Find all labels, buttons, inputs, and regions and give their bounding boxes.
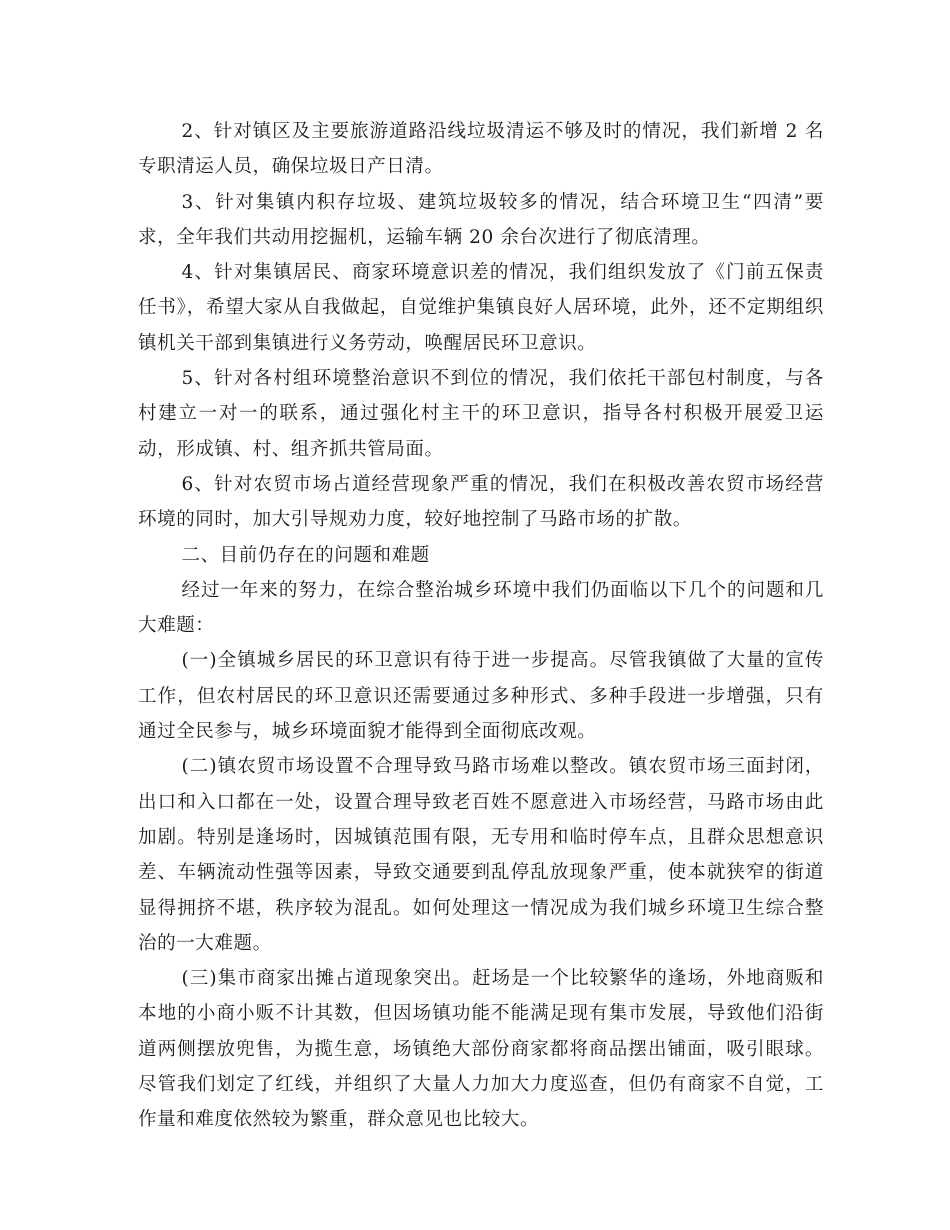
paragraph-item-3: 3、针对集镇内积存垃圾、建筑垃圾较多的情况，结合环境卫生“四清”要求，全年我们共动用挖掘机，运输车辆 20 余台次进行了彻底清理。 <box>138 191 824 248</box>
paragraph-problem-2: (二)镇农贸市场设置不合理导致马路市场难以整改。镇农贸市场三面封闭，出口和入口都在一处，设置合理导致老百姓不愿意进入市场经营，马路市场由此加剧。特别是逢场时，因城镇范围有限，无专用和临时停车点，且群众思想意识差、车辆流动性强等因素，导致交通要到乱停乱放现象严重，使本就狭窄的街道显得拥挤不堪，秩序较为混乱。如何处理这一情况成为我们城乡环境卫生综合整治的一大难题。 <box>138 756 824 954</box>
section-heading-problems: 二、目前仍存在的问题和难题 <box>181 544 430 566</box>
paragraph-intro: 经过一年来的努力，在综合整治城乡环境中我们仍面临以下几个的问题和几大难题： <box>138 579 824 637</box>
paragraph-problem-3: (三)集市商家出摊占道现象突出。赶场是一个比较繁华的逢场，外地商贩和本地的小商小贩不计其数，但因场镇功能不能满足现有集市发展，导致他们沿街道两侧摆放兜售，为揽生意，场镇绝大部份商家都将商品摆出铺面，吸引眼球。尽管我们划定了红线，并组织了大量人力加大力度巡查，但仍有商家不自觉，工作量和难度依然较为繁重，群众意见也比较大。 <box>138 968 824 1131</box>
document-body <box>138 114 824 1138</box>
paragraph-item-2: 2、针对镇区及主要旅游道路沿线垃圾清运不够及时的情况，我们新增 2 名专职清运人员，确保垃圾日产日清。 <box>138 121 824 178</box>
paragraph-item-4: 4、针对集镇居民、商家环境意识差的情况，我们组织发放了《门前五保责任书》，希望大家从自我做起，自觉维护集镇良好人居环境，此外，还不定期组织镇机关干部到集镇进行义务劳动，唤醒居民环卫意识。 <box>138 262 824 354</box>
paragraph-problem-1: (一)全镇城乡居民的环卫意识有待于进一步提高。尽管我镇做了大量的宣传工作，但农村居民的环卫意识还需要通过多种形式、多种手段进一步增强，只有通过全民参与，城乡环境面貌才能得到全面彻底改观。 <box>138 650 824 743</box>
paragraph-item-6: 6、针对农贸市场占道经营现象严重的情况，我们在积极改善农贸市场经营环境的同时，加大引导规劝力度，较好地控制了马路市场的扩散。 <box>138 473 824 531</box>
paragraph-item-5: 5、针对各村组环境整治意识不到位的情况，我们依托干部包村制度，与各村建立一对一的联系，通过强化村主干的环卫意识，指导各村积极开展爱卫运动，形成镇、村、组齐抓共管局面。 <box>138 368 824 460</box>
